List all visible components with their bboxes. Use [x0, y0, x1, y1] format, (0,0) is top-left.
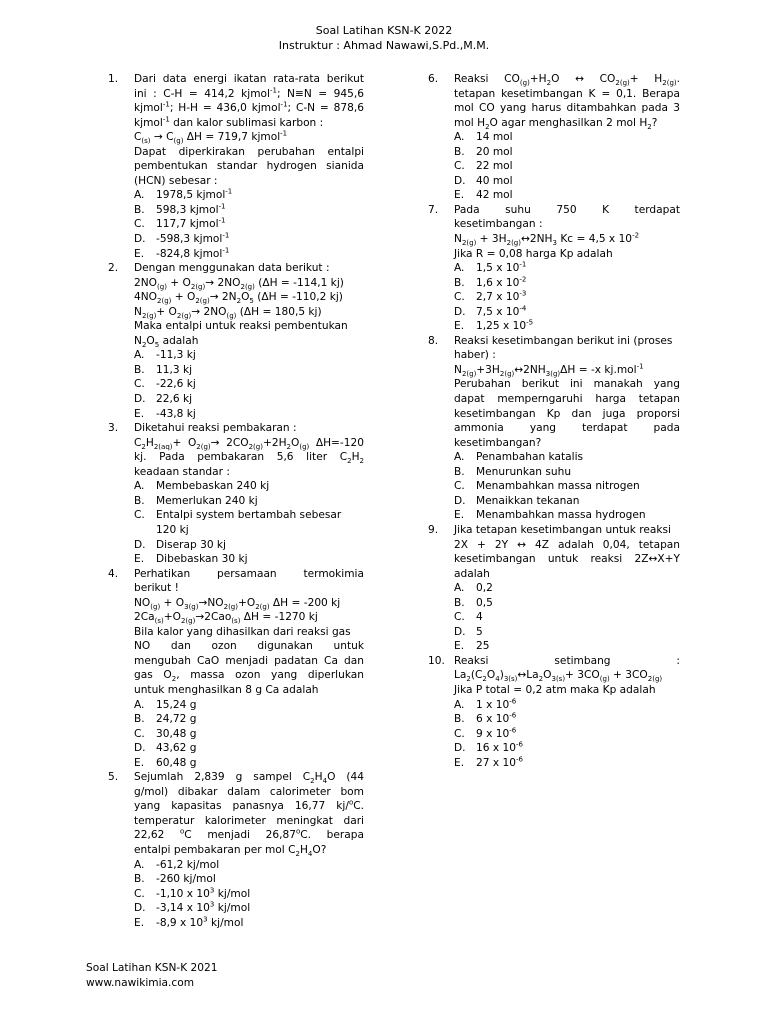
question-text-line: (HCN) sebesar : — [134, 174, 218, 187]
option-letter: E. — [134, 407, 145, 420]
option-letter: C. — [454, 480, 465, 493]
question-text-line: kesetimbangan Kp dan juga proporsi — [454, 407, 680, 420]
answer-option — [134, 698, 364, 713]
answer-option — [134, 479, 364, 494]
answer-option — [134, 363, 364, 378]
question-text-line: tetapan kesetimbangan K = 0,1. Berapa — [454, 87, 680, 100]
question-number: 8. — [428, 334, 439, 347]
option-letter: E. — [134, 247, 145, 260]
answer-option — [134, 756, 364, 771]
option-text: 14 mol — [476, 131, 513, 144]
question-text-line: 2X + 2Y ↔ 4Z adalah 0,04, tetapan — [454, 538, 680, 551]
answer-option — [134, 494, 364, 509]
question-text-line: $C_2H_{2(aq)}+ O_{2(g)}\to 2CO_{2(g)}+2H_2O_{(g)}$ ΔH=-120 — [134, 436, 364, 451]
option-letter: D. — [454, 174, 466, 187]
question-text-line: kj. Pada pembakaran 5,6 liter $C_2H_2$ — [134, 451, 364, 466]
question-number: 9. — [428, 523, 439, 536]
option-letter: A. — [134, 858, 145, 871]
option-text: -1,10 x $10^3$ kj/mol — [156, 886, 251, 900]
answer-option — [454, 145, 680, 160]
question-text-line: haber) : — [454, 349, 496, 362]
answer-option — [454, 450, 680, 465]
option-letter: E. — [454, 756, 465, 769]
question-text-line: g/mol) dibakar dalam calorimeter bom — [134, 785, 364, 798]
option-letter: E. — [454, 189, 465, 202]
option-text: Menurunkan suhu — [476, 465, 572, 478]
answer-option — [134, 727, 364, 742]
option-letter: D. — [134, 233, 146, 246]
option-text: 11,3 kj — [156, 363, 193, 376]
option-text: 22 mol — [476, 160, 513, 173]
answer-option — [454, 727, 680, 742]
answer-option — [454, 508, 680, 523]
answer-option — [134, 377, 364, 392]
question-text-line: ammonia yang terdapat pada — [454, 422, 680, 435]
option-text: 0,5 — [476, 596, 493, 609]
option-letter: A. — [454, 262, 465, 275]
question-number: 6. — [428, 73, 439, 85]
option-letter: C. — [134, 218, 145, 231]
option-text: 15,24 g — [156, 698, 197, 711]
question-text-line: $2NO_{(g)} + O_{2(g)}\to 2NO_{2(g)}$ (ΔH = -114,1 kj) — [134, 276, 344, 291]
option-text: -22,6 kj — [156, 378, 196, 391]
answer-option — [454, 276, 680, 291]
option-text: Dibebaskan 30 kj — [156, 553, 248, 566]
answer-option — [454, 174, 680, 189]
option-letter: C. — [454, 291, 465, 304]
question-7 — [428, 203, 680, 334]
question-column-right — [428, 72, 680, 770]
question-text-line: yang kapasitas panasnya 16,77 kj/$^o$C. — [134, 798, 364, 813]
question-1 — [108, 72, 364, 261]
answer-option — [134, 712, 364, 727]
answer-option — [454, 479, 680, 494]
option-letter: D. — [134, 902, 146, 915]
option-text: 4 — [476, 611, 483, 624]
question-text-line: Jika R = 0,08 harga Kp adalah — [454, 247, 613, 260]
question-number: 2. — [108, 262, 119, 275]
option-text: 1,6 x $10^{-2}$ — [476, 275, 527, 289]
option-text: -260 kj/mol — [156, 873, 216, 886]
question-text-line: Reaksi kesetimbangan berikut ini (proses — [454, 334, 673, 347]
option-text: -11,3 kj — [156, 349, 196, 362]
question-text-line: Perhatikan persamaan termokimia — [134, 567, 364, 580]
answer-option — [134, 508, 364, 537]
option-text: -8,9 x $10^3$ kj/mol — [156, 915, 244, 929]
question-text-line: Maka entalpi untuk reaksi pembentukan — [134, 320, 348, 333]
answer-option — [454, 712, 680, 727]
question-text-line: Reaksi setimbang : — [454, 654, 680, 667]
option-text: 598,3 kjmol$^{-1}$ — [156, 202, 226, 216]
page-title: Soal Latihan KSN-K 2022 — [315, 24, 453, 37]
question-text-line: adalah — [454, 567, 490, 580]
option-text: Memerlukan 240 kj — [156, 494, 258, 507]
question-text-line: Pada suhu 750 K terdapat — [454, 203, 680, 216]
question-text-line: Dapat diperkirakan perubahan entalpi — [134, 145, 364, 158]
question-text-line: $4NO_{2(g)} + O_{2(g)}\to 2N_2O_5$ (ΔH = -110,2 kj) — [134, 291, 343, 306]
question-10 — [428, 654, 680, 770]
question-text-line: kjmol$^{-1}$ dan kalor sublimasi karbon : — [134, 115, 324, 129]
option-text: 60,48 g — [156, 756, 197, 769]
question-text-line: Dari data energi ikatan rata-rata berikut — [134, 73, 364, 85]
question-text-line: Sejumlah 2,839 g sampel $C_2H_4O$ (44 — [134, 771, 364, 786]
question-text-line: Dengan menggunakan data berikut : — [134, 262, 330, 275]
answer-option — [134, 872, 364, 887]
option-text: 9 x $10^{-6}$ — [476, 726, 517, 740]
option-letter: B. — [454, 713, 465, 726]
option-text: 2,7 x $10^{-3}$ — [476, 289, 527, 304]
option-text: Entalpi system bertambah sebesar 120 kj — [156, 509, 342, 536]
answer-option — [134, 538, 364, 553]
option-text: 42 mol — [476, 189, 513, 202]
option-letter: C. — [454, 611, 465, 624]
question-text-line: $NO_{(g)} + O_{3(g)}\to NO_{2(g)}+O_{2(g)}$ ΔH = -200 kj — [134, 596, 341, 611]
option-text: Menambahkan massa hydrogen — [476, 509, 646, 522]
option-text: -43,8 kj — [156, 407, 196, 420]
option-letter: D. — [454, 742, 466, 755]
option-text: -61,2 kj/mol — [156, 858, 220, 871]
option-letter: A. — [454, 582, 465, 595]
answer-option — [134, 232, 364, 247]
option-letter: B. — [134, 713, 145, 726]
question-text-line: 22,62 $^o$C menjadi 26,87$^o$C. berapa — [134, 827, 364, 842]
question-text-line: temperatur kalorimeter meningkat dari — [134, 814, 364, 827]
answer-option — [134, 217, 364, 232]
option-text: 20 mol — [476, 145, 513, 158]
option-letter: B. — [134, 873, 145, 886]
option-letter: C. — [454, 727, 465, 740]
answer-option — [134, 552, 364, 567]
question-number: 7. — [428, 203, 439, 216]
option-letter: C. — [134, 727, 145, 740]
option-letter: D. — [454, 625, 466, 638]
option-letter: A. — [454, 698, 465, 711]
answer-option — [134, 858, 364, 873]
option-letter: C. — [134, 509, 145, 522]
option-text: Diserap 30 kj — [156, 538, 227, 551]
answer-option — [454, 319, 680, 334]
option-letter: A. — [134, 698, 145, 711]
option-letter: A. — [454, 131, 465, 144]
question-text-line: $C_{(s)} \to C_{(g)}$ ΔH = 719,7 kjmol$^{-1}$ — [134, 129, 288, 146]
answer-option — [134, 407, 364, 422]
question-text-line: $N_{2(g)}+ O_{2(g)}\to 2NO_{(g)}$ (ΔH = 180,5 kj) — [134, 305, 322, 320]
question-3 — [108, 421, 364, 566]
option-letter: B. — [454, 596, 465, 609]
question-text-line: $N_2O_5$ adalah — [134, 334, 199, 349]
option-letter: A. — [134, 349, 145, 362]
question-text-line: keadaan standar : — [134, 465, 230, 478]
option-letter: B. — [134, 363, 145, 376]
option-letter: D. — [134, 393, 146, 406]
answer-option — [454, 756, 680, 771]
option-letter: E. — [134, 553, 145, 566]
option-letter: A. — [454, 451, 465, 464]
question-column-left — [108, 72, 364, 930]
option-text: -3,14 x $10^3$ kj/mol — [156, 900, 251, 915]
question-text-line: mol $H_2O$ agar menghasilkan 2 mol $H_2$? — [454, 116, 658, 131]
option-letter: E. — [454, 640, 465, 653]
answer-option — [134, 247, 364, 262]
answer-option — [454, 159, 680, 174]
option-letter: D. — [134, 538, 146, 551]
question-text-line: dapat memperngaruhi harga tetapan — [454, 393, 680, 406]
question-text-line: berikut ! — [134, 582, 179, 595]
question-text-line: NO dan ozon digunakan untuk — [134, 640, 364, 653]
question-text-line: untuk menghasilkan 8 g Ca adalah — [134, 683, 319, 696]
answer-option — [134, 887, 364, 902]
footer-website: www.nawikimia.com — [86, 976, 195, 989]
option-text: 25 — [476, 640, 490, 653]
answer-option — [454, 494, 680, 509]
option-text: 30,48 g — [156, 727, 197, 740]
option-letter: A. — [134, 189, 145, 202]
question-text-line: kesetimbangan? — [454, 436, 542, 449]
question-5 — [108, 770, 364, 930]
option-text: 5 — [476, 625, 483, 638]
question-text-line: kesetimbangan : — [454, 218, 543, 231]
question-9 — [428, 523, 680, 654]
option-letter: D. — [454, 305, 466, 318]
answer-option — [134, 203, 364, 218]
answer-option — [454, 305, 680, 320]
question-2 — [108, 261, 364, 421]
answer-option — [134, 741, 364, 756]
option-text: 1 x $10^{-6}$ — [476, 696, 517, 711]
option-letter: B. — [454, 465, 465, 478]
answer-option — [454, 625, 680, 640]
answer-option — [454, 610, 680, 625]
question-text-line: Bila kalor yang dihasilkan dari reaksi gas — [134, 625, 351, 638]
question-number: 1. — [108, 73, 119, 85]
option-letter: C. — [134, 887, 145, 900]
answer-option — [454, 741, 680, 756]
answer-option — [134, 901, 364, 916]
answer-option — [134, 916, 364, 931]
option-text: Menambahkan massa nitrogen — [476, 480, 640, 493]
option-text: -598,3 kjmol$^{-1}$ — [156, 231, 230, 246]
answer-option — [134, 392, 364, 407]
option-text: Penambahan katalis — [476, 451, 584, 464]
option-letter: B. — [134, 494, 145, 507]
question-6 — [428, 72, 680, 203]
option-text: 7,5 x $10^{-4}$ — [476, 304, 527, 318]
answer-option — [454, 188, 680, 203]
question-number: 5. — [108, 771, 119, 784]
answer-option — [454, 581, 680, 596]
option-letter: E. — [454, 509, 465, 522]
question-number: 10. — [428, 654, 445, 667]
question-4 — [108, 567, 364, 771]
option-letter: C. — [134, 378, 145, 391]
answer-option — [454, 465, 680, 480]
instructor-line: Instruktur : Ahmad Nawawi,S.Pd.,M.M. — [278, 39, 490, 52]
option-text: 40 mol — [476, 174, 513, 187]
option-letter: B. — [454, 145, 465, 158]
answer-option — [134, 188, 364, 203]
option-text: 43,62 g — [156, 742, 197, 755]
option-letter: E. — [134, 916, 145, 929]
question-number: 3. — [108, 422, 119, 435]
footer-title: Soal Latihan KSN-K 2021 — [86, 962, 218, 974]
option-letter: D. — [454, 494, 466, 507]
answer-option — [454, 290, 680, 305]
option-letter: A. — [134, 480, 145, 493]
question-text-line: $N_{2(g)}+3H_{2(g)}\leftrightarrow 2NH_{3(g)}\Delta H = -x$ kj.mol$^{-1}$ — [454, 362, 644, 379]
option-text: 16 x $10^{-6}$ — [476, 740, 523, 755]
question-text-line: kjmol$^{-1}$; H-H = 436,0 kjmol$^{-1}$; C-N = 878,6 — [134, 100, 364, 115]
question-text-line: kesetimbangan untuk reaksi 2Z↔X+Y — [454, 553, 680, 566]
option-letter: D. — [134, 742, 146, 755]
option-letter: C. — [454, 160, 465, 173]
answer-option — [454, 596, 680, 611]
option-letter: B. — [454, 276, 465, 289]
option-text: Menaikkan tekanan — [476, 494, 580, 507]
page-header — [0, 23, 768, 53]
option-text: 24,72 g — [156, 713, 197, 726]
option-text: 0,2 — [476, 582, 493, 595]
question-text-line: $N_{2(g)}$ + $3H_{2(g)}\leftrightarrow 2NH_3$ Kc = 4,5 x $10^{-2}$ — [454, 231, 640, 248]
question-text-line: Jika tetapan kesetimbangan untuk reaksi — [454, 523, 671, 536]
question-text-line: pembentukan standar hydrogen sianida — [134, 160, 364, 173]
question-number: 4. — [108, 567, 119, 580]
question-text-line: entalpi pembakaran per mol $C_2H_4O$? — [134, 843, 327, 859]
question-text-line: $La_2(C_2O_4)_{3(s)}\leftrightarrow La_2O_{3(s)}+ 3CO_{(g)} + 3CO_{2(g)}$ — [454, 669, 663, 684]
question-text-line: $2Ca_{(s)}+O_{2(g)}\to 2Cao_{(s)}$ ΔH = -1270 kj — [134, 611, 318, 626]
option-text: 1,25 x $10^{-5}$ — [476, 318, 534, 333]
option-text: 6 x $10^{-6}$ — [476, 711, 517, 726]
question-text-line: Perubahan berikut ini manakah yang — [454, 378, 680, 391]
answer-option — [454, 130, 680, 145]
option-text: 1,5 x $10^{-1}$ — [476, 260, 527, 275]
question-text-line: ini : C-H = 414,2 kjmol$^{-1}$; N≡N = 945,6 — [134, 86, 364, 100]
answer-option — [134, 348, 364, 363]
question-text-line: Reaksi $CO_{(g)}+H_2O$ ↔ $CO_{2(g)}+ H_{2(g)}$. — [454, 73, 680, 88]
answer-option — [454, 261, 680, 276]
option-letter: E. — [454, 320, 465, 333]
option-text: Membebaskan 240 kj — [156, 480, 270, 493]
option-letter: B. — [134, 203, 145, 216]
question-text-line: gas $O_2$, massa ozon yang diperlukan — [134, 669, 364, 684]
answer-option — [454, 639, 680, 654]
answer-option — [454, 698, 680, 713]
option-text: 22,6 kj — [156, 393, 193, 406]
option-text: 117,7 kjmol$^{-1}$ — [156, 216, 226, 231]
option-text: -824,8 kjmol$^{-1}$ — [156, 246, 230, 260]
option-text: 27 x $10^{-6}$ — [476, 755, 523, 769]
question-text-line: mol CO yang harus ditambahkan pada 3 — [454, 102, 680, 115]
page-footer — [86, 961, 217, 990]
question-text-line: Diketahui reaksi pembakaran : — [134, 422, 297, 435]
option-letter: E. — [134, 756, 145, 769]
question-text-line: mengubah CaO menjadi padatan Ca dan — [134, 654, 364, 667]
question-text-line: Jika P total = 0,2 atm maka Kp adalah — [454, 683, 656, 696]
option-text: 1978,5 kjmol$^{-1}$ — [156, 187, 233, 202]
question-8 — [428, 334, 680, 523]
